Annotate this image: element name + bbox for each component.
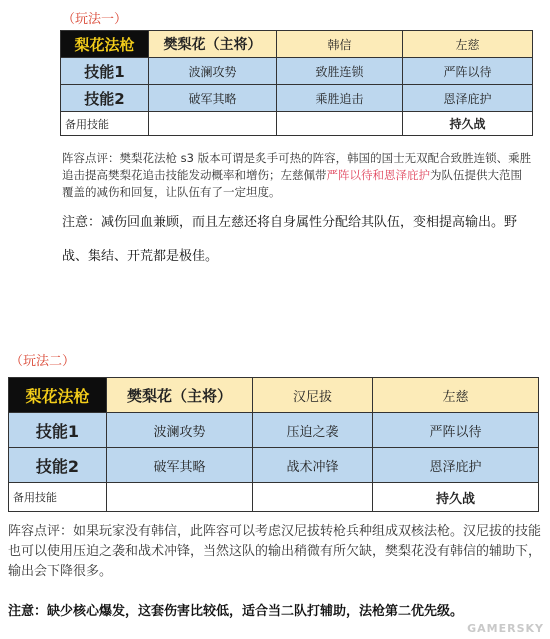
table-row <box>9 413 539 448</box>
skill-cell: 恩泽庇护 <box>373 448 539 483</box>
table-row <box>61 112 533 136</box>
section1-review <box>62 150 532 201</box>
skill-cell: 破军其略 <box>149 85 277 112</box>
lineup-table-2 <box>8 377 539 512</box>
table-row <box>61 58 533 85</box>
table-row <box>61 31 533 58</box>
skill-cell <box>277 112 403 136</box>
skill-cell <box>107 483 253 512</box>
lineup-table-1 <box>60 30 533 136</box>
skill-cell: 持久战 <box>373 483 539 512</box>
skill-cell: 致胜连锁 <box>277 58 403 85</box>
skill-cell: 波澜攻势 <box>107 413 253 448</box>
general-2: 汉尼拔 <box>253 378 373 413</box>
lineup-name: 梨花法枪 <box>9 378 107 413</box>
backup-skill-label: 备用技能 <box>9 483 107 512</box>
skill-cell: 乘胜追击 <box>277 85 403 112</box>
section1-label: （玩法一） <box>62 12 128 27</box>
skill-cell: 战术冲锋 <box>253 448 373 483</box>
skill-cell <box>253 483 373 512</box>
section2-note: 注意：缺少核心爆发，这套伤害比较低，适合当二队打辅助，法枪第二优先级。 <box>8 604 464 619</box>
review-text: 为队伍提供大范围覆盖的减伤和回复，让队伍有了一定坦度。 <box>62 168 522 199</box>
table-row <box>61 85 533 112</box>
general-2: 韩信 <box>277 31 403 58</box>
skill-row-label: 技能2 <box>61 85 149 112</box>
skill-cell: 持久战 <box>403 112 533 136</box>
table-row <box>9 378 539 413</box>
backup-skill-label: 备用技能 <box>61 112 149 136</box>
section2-label: （玩法二） <box>10 354 76 369</box>
section1-note: 注意：减伤回血兼顾，而且左慈还将自身属性分配给其队伍，变相提高输出。野战、集结、开荒都是极佳。 <box>62 215 518 264</box>
table-row <box>9 483 539 512</box>
skill-row-label: 技能1 <box>61 58 149 85</box>
watermark: GAMERSKY <box>467 622 544 635</box>
review-highlight: 严阵以待和恩泽庇护 <box>326 168 430 182</box>
skill-row-label: 技能2 <box>9 448 107 483</box>
skill-cell: 破军其略 <box>107 448 253 483</box>
skill-cell: 恩泽庇护 <box>403 85 533 112</box>
review-text: 阵容点评：樊梨花法枪 s3 版本可谓是炙手可热的阵容，韩国的国士无双配合致胜连锁、乘胜追击提高樊梨花追击技能发动概率和增伤；左慈佩带 <box>62 151 532 182</box>
skill-cell: 严阵以待 <box>373 413 539 448</box>
section2-review: 阵容点评：如果玩家没有韩信，此阵容可以考虑汉尼拔转枪兵种组成双核法枪。汉尼拔的技能也可以使用压迫之袭和战术冲锋，当然这队的输出稍微有所欠缺，樊梨花没有韩信的辅助下，输出会下降很多。 <box>8 524 542 579</box>
main-general: 樊梨花（主将） <box>149 31 277 58</box>
skill-cell: 压迫之袭 <box>253 413 373 448</box>
general-3: 左慈 <box>403 31 533 58</box>
skill-row-label: 技能1 <box>9 413 107 448</box>
lineup-name: 梨花法枪 <box>61 31 149 58</box>
main-general: 樊梨花（主将） <box>107 378 253 413</box>
table-row <box>9 448 539 483</box>
general-3: 左慈 <box>373 378 539 413</box>
skill-cell: 波澜攻势 <box>149 58 277 85</box>
skill-cell: 严阵以待 <box>403 58 533 85</box>
skill-cell <box>149 112 277 136</box>
